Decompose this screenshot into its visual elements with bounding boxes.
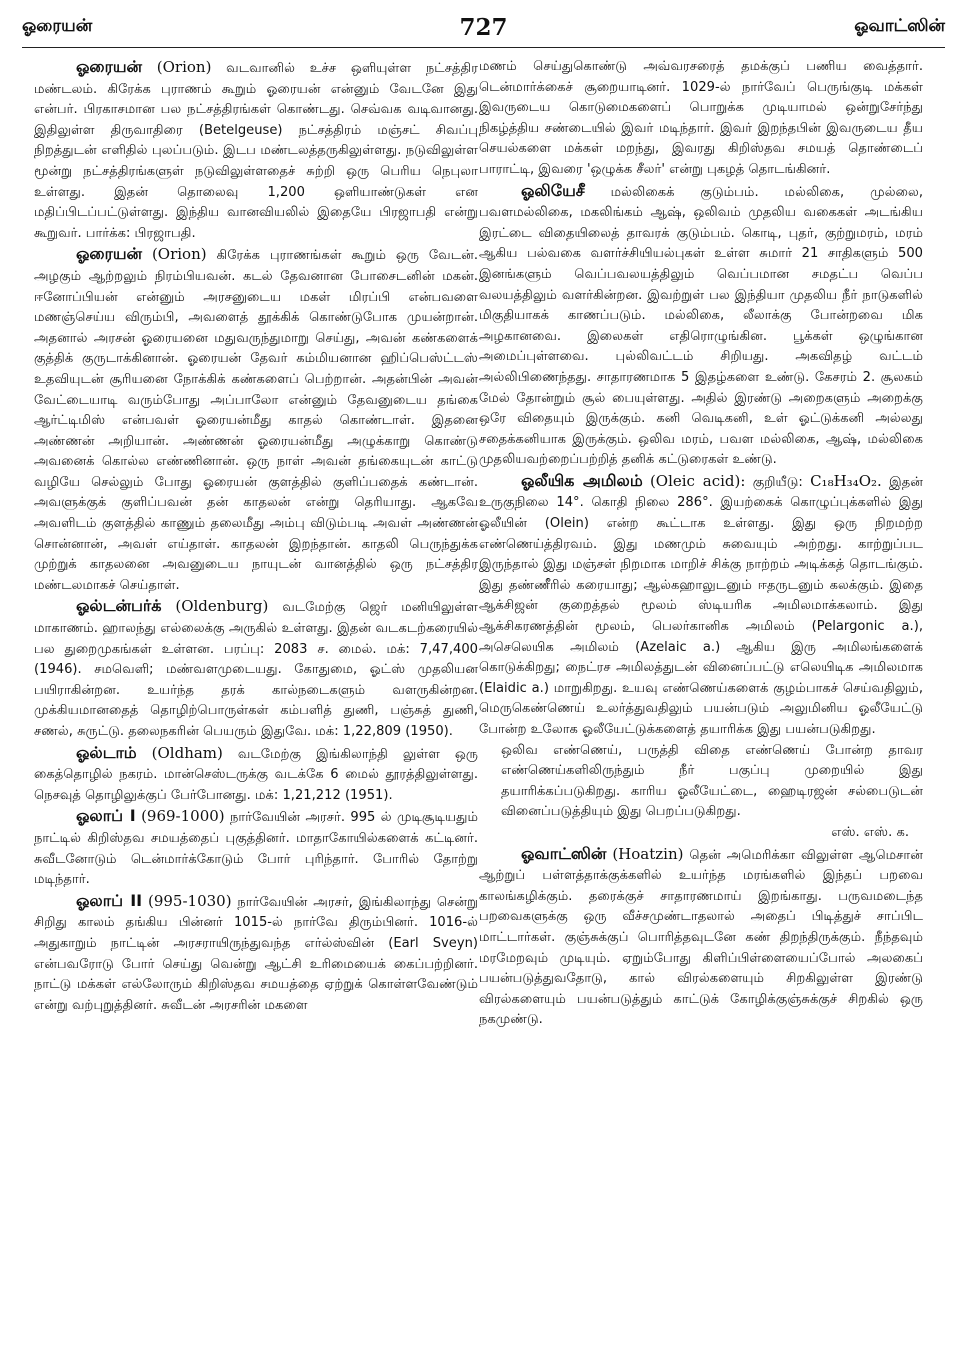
running-head <box>22 14 945 44</box>
entry-headword: ஓரையன் <box>76 244 143 264</box>
entry-latin-name: (Orion) <box>151 245 207 264</box>
entry-latin-name: (Oleic acid): <box>649 471 746 490</box>
entry-headword: ஓலீயிக அமிலம் <box>521 470 643 490</box>
entry-latin-name: (995-1030) <box>147 891 232 910</box>
entry-headword: ஓரையன் <box>76 57 143 76</box>
header-rule <box>22 47 945 48</box>
entry-body-text: இங்கிலாந்து சென்று சிறிது காலம் தங்கிய பின்னர் 1015-ல் நார்வே திரும்பினர். 1016-ல் அதுகாறும் நாட்டின் அரசராயிருந்துவந்த எர்ல்ஸ்வின் (Earl Sveyn) என்பவரோடு போர் செய்து வென்று ஆட்சி உரிமையைக் கைப்பற்றினர். நாட்டு மக்கள் எல்லோரும் கிறிஸ்தவ சமயத்தை ஏற்றுக் கொள்ளவேண்டும் என்று வற்புறுத்தினர். சுவீடன் அரசரின் மகளை <box>34 894 479 1013</box>
entry-body-text: முல்லை, பவளமல்லிகை, மகலிங்கம் ஆஷ், ஒலிவம் முதலிய வகைகள் அடங்கிய இரட்டை விதையிலைத் தாவரக் குடும்பம். கொடி, புதர், குற்றுமரம், மரம் ஆகிய பல்வகை வளர்ச்சியியல்புகள் உள்ள சுமார் 21 சாதிகளும் 500 இனங்களும் வெப்பவலயத்திலும் வெப்பமான சமதட்ப வெப்ப வலயத்திலும் வளர்கின்றன. இவற்றுள் பல இந்தியா முதலிய நீர் நாடுகளில் மிகுதியாகக் காணப்படும். மல்லிகை, லீலாக்கு போன்றவை மிக அழகானவை. இலைகள் எதிரொழுங்கின. பூக்கள் ஒழுங்கான அமைப்புள்ளவை. புல்லிவட்டம் சிறியது. அகவிதழ் வட்டம் அல்லிபிணைந்தது. சாதாரணமாக 5 இதழ்களை உண்டு. கேசரம் 2. சூலகம் மேல் தோன்றும் சூல் பையுள்ளது. அதில் இரண்டு அறைகளும் அறைக்கு ஒரே விதையும் இருக்கும். கனி வெடிகனி, உள் ஓட்டுக்கனி அல்லது சதைக்கனியாக இருக்கும். ஒலிவ மரம், பவள மல்லிகை, ஆஷ், மல்லிகை முதலியவற்றைப்பற்றித் தனிக் கட்டுரைகள் உண்டு. <box>479 184 924 468</box>
entry-lead-text: குறியீடு: <box>752 474 803 490</box>
entry-headword: ஓலாப் II <box>76 890 143 910</box>
header-first-word: ஓரையன் <box>22 16 93 36</box>
entry-body-text: ஒரு வேடன். அழகும் ஆற்றலும் நிரம்பியவன். கடல் தேவனான போசைடனின் மகன். ஈனோப்பியன் என்னும் அரசனுடைய மகள் மிரப்பி என்பவளை மணஞ்செய்ய விரும்பி, அவளைத் தூக்கிக் கொண்டுபோக முயன்றான். அதனால் அரசன் ஓரையனை மதுவருந்துமாறு செய்து, அவன் கண்களைக் குத்திக் குருடாக்கினான். ஓரையன் தேவர் கம்மியனான ஹிப்பெஸ்ட்டஸ் உதவியுடன் சூரியனை நோக்கிக் கண்களைப் பெற்றான். அதன்பின் அவன் வேட்டையாடி வரும்போது அப்பாலோ என்னும் தேவனுடைய தங்கை ஆர்ட்டிமிஸ் என்பவள் ஓரையன்மீது காதல் கொண்டாள். இதனை அண்ணன் அறியான். அண்ணன் ஓரையன்மீது அழுக்காறு கொண்டு அவனைக் கொல்ல எண்ணினான். ஒரு நாள் அவன் தங்கையுடன் காட்டு வழியே செல்லும் போது ஓரையன் குளத்தில் குளிப்பதைக் கண்டான். அவளுக்குக் குளிப்பவன் தன் காதலன் என்று தெரியாது. ஆகவே அவளிடம் குளத்தில் காணும் தலைமீது அம்பு விடும்படி அவள் அண்ணன் சொன்னான், அவள் எய்தாள். காதலன் இறந்தான். காதலி பெருந்துக்க முற்றுக் காதலனை அவனுடைய நாயுடன் வானத்தில் ஒரு நட்சத்திர மண்டலமாகச் செய்தாள். <box>34 248 478 593</box>
entry-lead-text: வடமேற்கு இங்கிலாந்தி <box>237 746 388 762</box>
entry-oleic-acid <box>479 471 923 741</box>
entry-oleic-acid-paragraph-2: ஒலிவ எண்ணெய், பருத்தி விதை எண்ணெய் போன்ற தாவர எண்ணெய்களிலிருந்தும் நீர் பகுப்பு முறையில் இது தயாரிக்கப்படுகிறது. காரிய ஓலீயேட்டை, ஹைடிரஜன் சல்பைடுடன் வினைப்படுத்தியும் இது பெறப்படுகிறது. <box>501 742 923 820</box>
entry-lead-text: மல்லிகைக் குடும்பம். மல்லிகை, <box>610 184 845 200</box>
entry-latin-name: (969-1000) <box>141 807 225 826</box>
entry-body-text: லுள்ள ஒரு கைத்தொழில் நகரம். மான்செஸ்டருக்கு வடக்கே 6 மைல் தூரத்திலுள்ளது. நெசவுத் தொழிலுக்குப் பேர்போனது. மக்: 1,21,212 (1951). <box>34 746 478 803</box>
entry-oleaceae <box>479 181 923 471</box>
right-column <box>479 57 923 1031</box>
entry-latin-name: (Oldenburg) <box>175 597 269 616</box>
entry-olaf-ii-continuation: மணம் செய்துகொண்டு அவ்வரசரைத் தமக்குப் பணிய வைத்தார். டென்மார்க்கைச் சூறையாடினர். 1029-ல் நார்வேப் பெருங்குடி மக்கள் இவருடைய கொடுமைகளைப் பொறுக்க முடியாமல் ஒன்றுசேர்ந்து நிகழ்த்திய சண்டையில் இவர் மடிந்தார். இவர் இறந்தபின் இவருடைய தீய செயல்களை மக்கள் மறந்து, இவரது கிறிஸ்தவ சமயத் தொண்டைப் பாராட்டி, இவரை 'ஒழுக்க சீலர்' என்று புகழத் தொடங்கினர். <box>479 59 923 177</box>
left-column <box>34 57 478 1016</box>
page-number: 727 <box>459 14 508 41</box>
chemical-formula: C₁₈H₃₄O₂. <box>810 471 882 490</box>
entry-latin-name: (Oldham) <box>151 743 223 762</box>
entry-body-text: விலுள்ள ஆமெசான் ஆற்றுப் பள்ளத்தாக்குக்களில் உயர்ந்த மரங்களில் இந்தப் பறவை காலங்கழிக்கும். தரைக்குச் சாதாரணமாய் இறங்காது. பருவமடைந்த பறவைகளுக்கு ஒரு வீச்சமுண்டாதலால் அதைப் பிடித்துச் சாப்பிட மாட்டார்கள். குஞ்சுக்குப் பொரித்தவுடனே கண் திறந்திருக்கும். நீந்தவும் மரமேறவும் முடியும். ஏறும்போது கிளிப்பிள்ளையைப்போல் அலகைப் பயன்படுத்துவதோடு, கால் விரல்களையும் சிறகிலுள்ள இரண்டு விரல்களையும் பயன்படுத்தும் காட்டுக் கோழிக்குஞ்சுக்குச் சிறகில் ஒரு நகமுண்டு. <box>479 847 923 1028</box>
entry-oldham <box>34 743 478 807</box>
entry-orion-myth <box>34 244 478 596</box>
entry-headword: ஓவாட்ஸின் <box>521 843 607 863</box>
author-signature: எஸ். எஸ். க. <box>831 824 909 840</box>
entry-olaf-ii <box>34 891 478 1017</box>
entry-lead-text: நார்வேயின் அரசர், <box>237 894 353 910</box>
entry-lead-text: வடவானில் உச்ச ஒளியுள்ள <box>226 61 412 76</box>
entry-body-text: நட்சத்திர மண்டலம். கிரேக்க புராணம் கூறும் ஓரையன் என்னும் வேடனே இது என்பர். பிரகாசமான பல நட்சத்திரங்கள் கொண்டது. செவ்வக வடிவானது. இதிலுள்ள திருவாதிரை (Betelgeuse) நட்சத்திரம் மஞ்சட் சிவப்பு நிறத்துடன் எளிதில் புலப்படும். இடப மண்டலத்தருகிலுள்ளது. நடுவிலுள்ள மூன்று நட்சத்திரங்களுள் நடுவிலுள்ளதைச் சுற்றி ஒரு பெரிய நெபுலா உள்ளது. இதன் தொலைவு 1,200 ஒளியாண்டுகள் என மதிப்பிடப்பட்டுள்ளது. இந்திய வானவியலில் இதையே பிரஜாபதி என்று கூறுவர். பார்க்க: பிரஜாபதி. <box>34 61 478 241</box>
header-last-word: ஓவாட்ஸின் <box>854 16 945 36</box>
entry-headword: ஓலியேசீ <box>521 180 585 200</box>
entry-headword: ஓல்டாம் <box>76 742 137 762</box>
entry-orion-constellation <box>34 57 478 244</box>
entry-latin-name: (Orion) <box>156 58 212 76</box>
entry-lead-text: நார்வேயின் அரசர். <box>230 810 346 826</box>
entry-lead-text: வடமேற்கு ஜெர் <box>282 600 388 616</box>
entry-olaf-i <box>34 806 478 890</box>
entry-latin-name: (Hoatzin) <box>612 844 684 863</box>
entry-lead-text: தென் அமெரிக்கா <box>689 847 796 863</box>
entry-body-text: மனியிலுள்ள மாகாணம். ஹாலந்து எல்லைக்கு அருகில் உள்ளது. இதன் வடகடற்கரையில் பல துறைமுகங்கள் உள்ளன. பரப்பு: 2083 ச. மைல். மக்: 7,47,400 (1946). சமவெளி; மண்வளமுடையது. கோதுமை, ஓட்ஸ் முதலியன பயிராகின்றன. உயர்ந்த தரக் கால்நடைகளும் வளருகின்றன. முக்கியமானதைத் தொழிற்பொருள்கள் கம்பளித் துணி, பஞ்சுத் துணி, சணல், சுருட்டு. தலைநகரின் பெயரும் இதுவே. மக்: 1,22,809 (1950). <box>34 600 478 739</box>
entry-oldenburg <box>34 596 478 742</box>
entry-lead-text: கிரேக்க புராணங்கள் கூறும் <box>216 248 387 264</box>
entry-hoatzin <box>479 844 923 1031</box>
entry-headword: ஓல்டன்பர்க் <box>76 596 162 616</box>
entry-body-text: இதன் உருகுநிலை 14°. கொதி நிலை 286°. இயற்கைக் கொழுப்புக்களில் இது ஓலீயின் (Olein) என்ற கூட்டாக உள்ளது. இது ஒரு நிறமற்ற எண்ணெய்த்திரவம். இது மணமும் சுவையும் அற்றது. காற்றுப்பட இருந்தால் இது மஞ்சள் நிறமாக மாறிச் சிக்கு நாற்றம் அடிக்கத் தொடங்கும். இது தண்ணீரில் கரையாது; ஆல்கஹாலுடனும் ஈதருடனும் கலக்கும். இதை ஆக்சிஜன் குறைத்தல் மூலம் ஸ்டியரிக அமிலமாக்கலாம். இது ஆக்சிகரணத்தின் மூலம், பெலர்கானிக அமிலம் (Pelargonic a.), அசெலெயிக அமிலம் (Azelaic a.) ஆகிய இரு அமிலங்களைக் கொடுக்கிறது; நைட்ரச அமிலத்துடன் வினைப்பட்டு எலெயிடிக அமிலமாக (Elaidic a.) மாறுகிறது. உயவு எண்ணெய்களைக் குழம்பாகச் செய்வதிலும், மெருகெண்ணெய் உலர்த்துவதிலும் பயன்படும் அலுமினிய ஓலீயேட்டு போன்ற உலோக ஓலீயேட்டுக்களைத் தயாரிக்க இது பயன்படுகிறது. <box>479 474 923 737</box>
entry-body-text: 995 ல் முடிசூடியதும் நாட்டில் கிறிஸ்தவ சமயத்தைப் புகுத்தினர். மாதாகோயில்களைக் கட்டினர். சுவீடனோடும் டென்மார்க்கோடும் போர் புரிந்தார். போரில் தோற்று மடிந்தார். <box>34 810 479 888</box>
entry-headword: ஓலாப் I <box>76 806 136 826</box>
